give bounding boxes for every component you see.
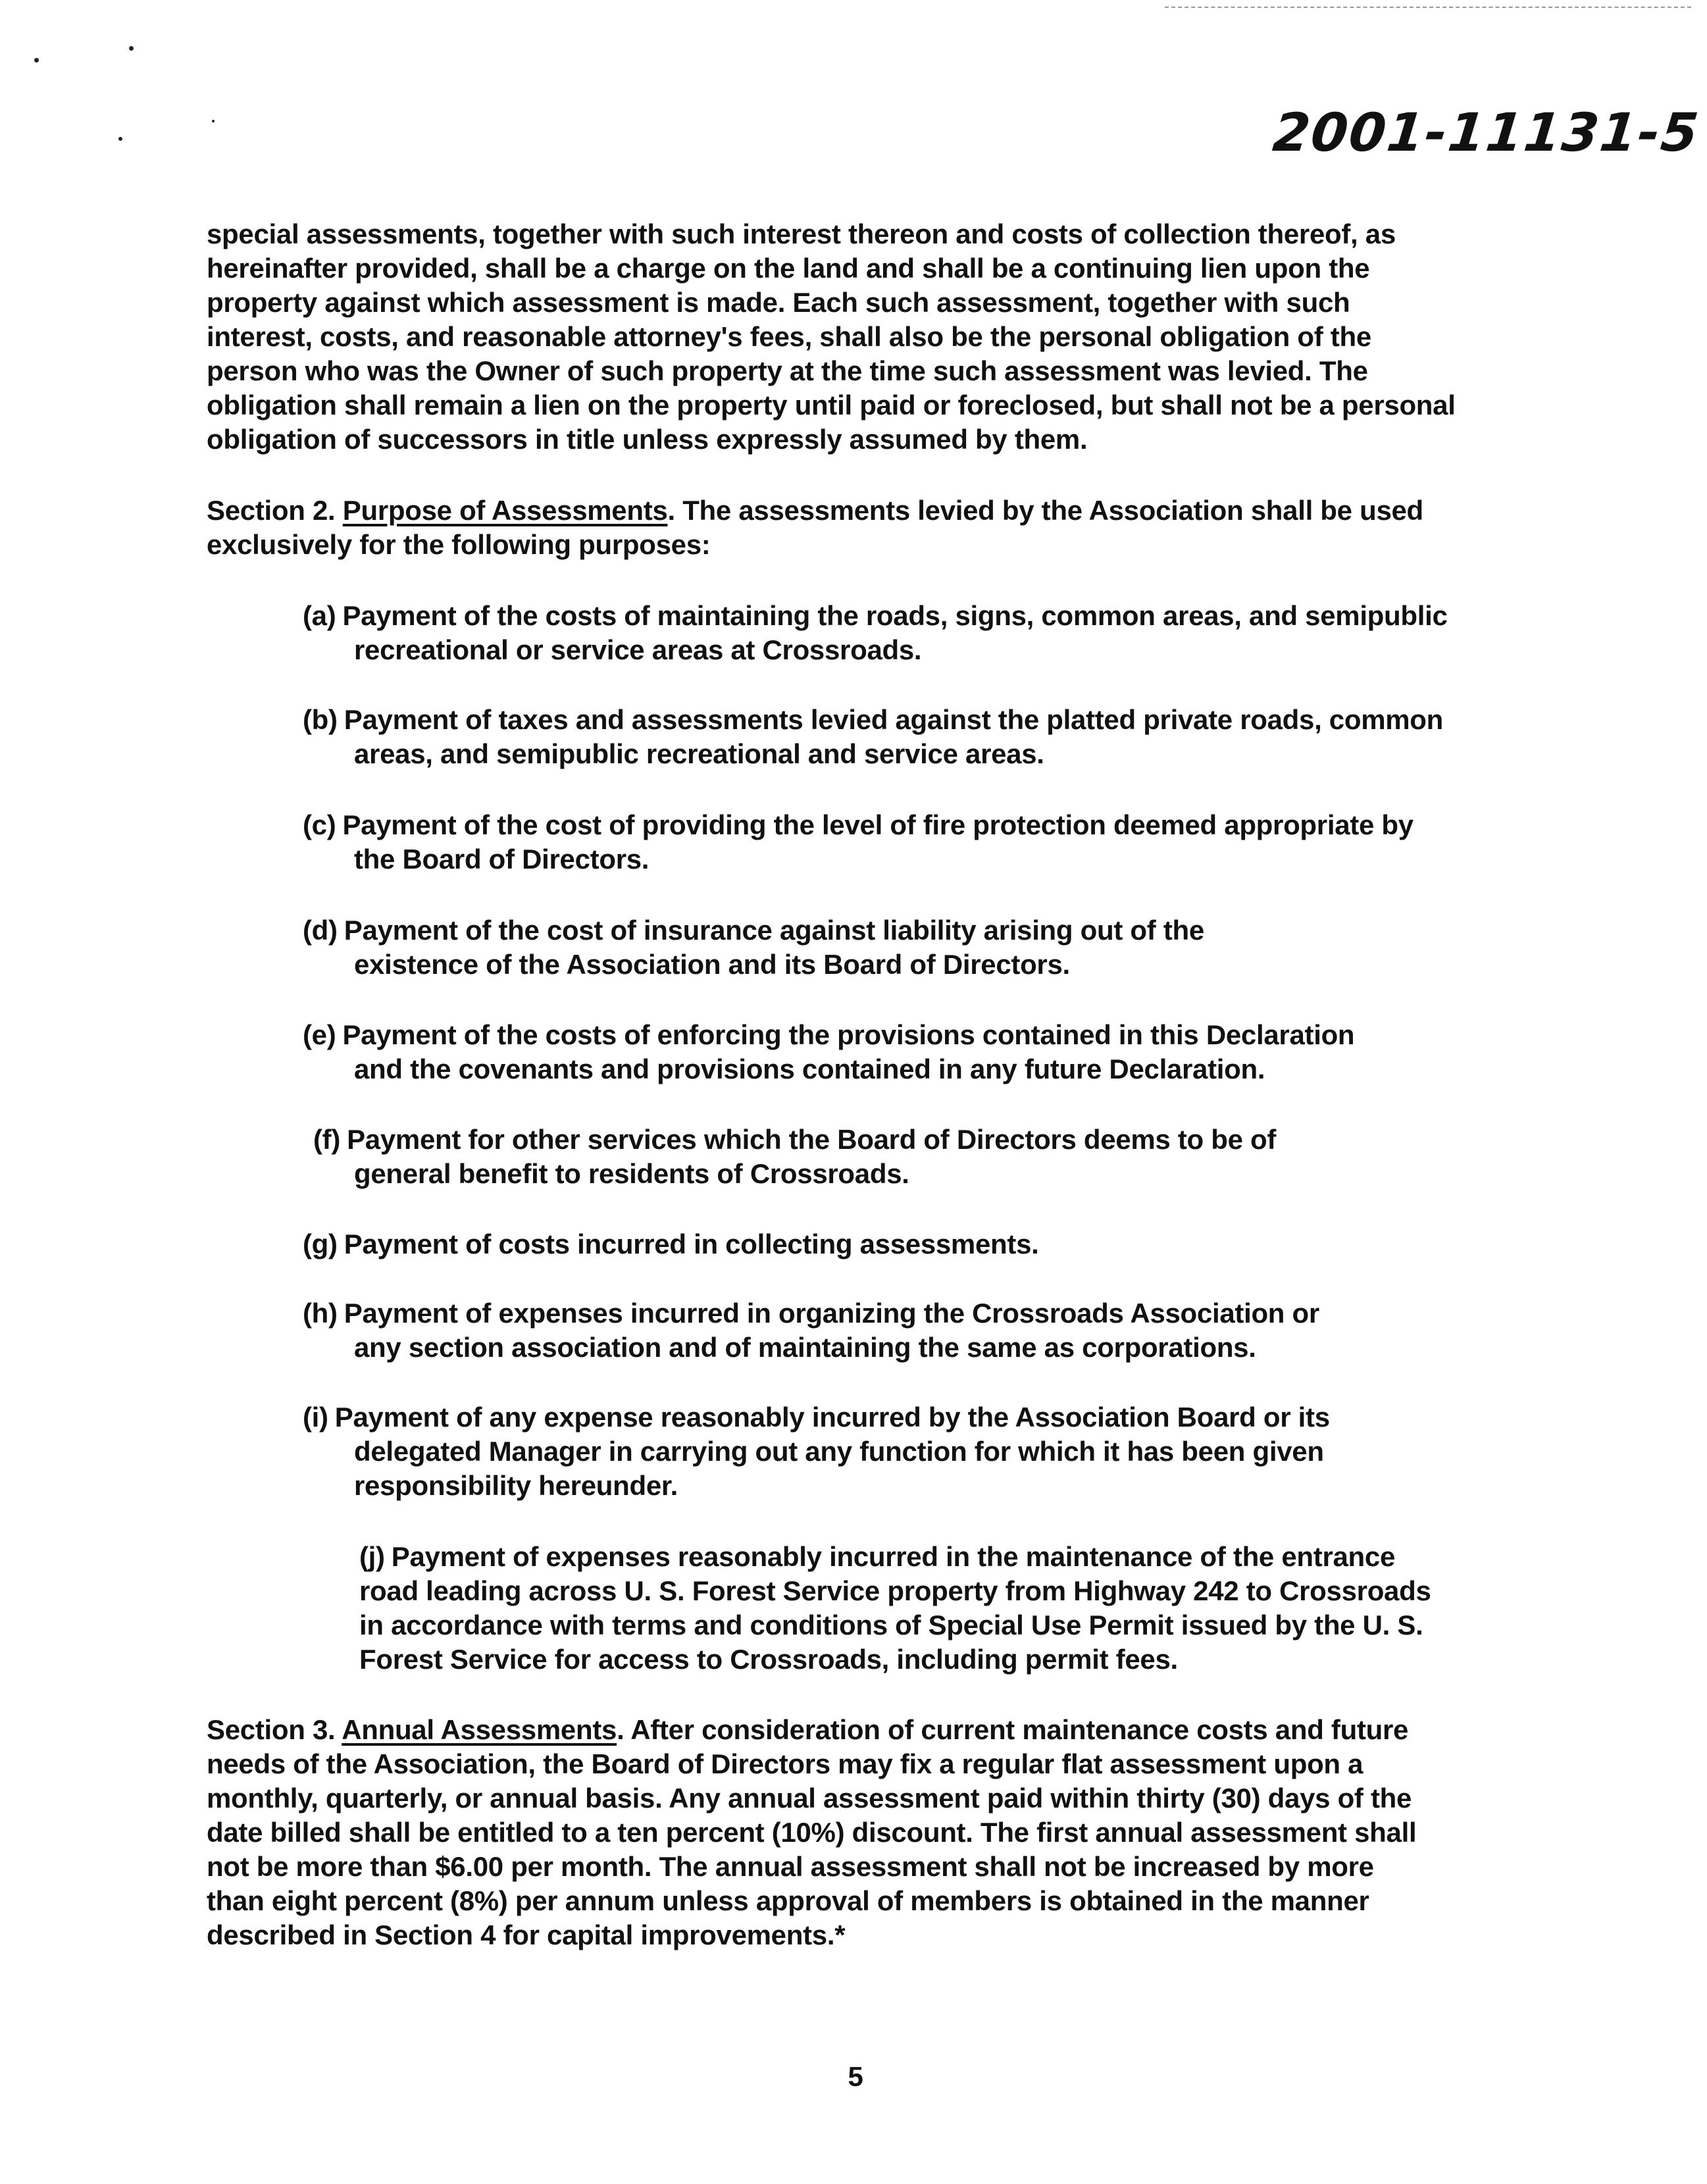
section-text: . The assessments levied by the Association shall be used [667, 495, 1423, 526]
text-line: needs of the Association, the Board of Directors may fix a regular flat assessment upon a [207, 1748, 1363, 1779]
text-line: special assessments, together with such interest thereon and costs of collection thereof, as [207, 218, 1396, 249]
section-title: Annual Assessments [342, 1714, 617, 1745]
text-line: described in Section 4 for capital improvements.* [207, 1919, 846, 1950]
paragraph-assessment-lien [207, 217, 1496, 457]
section-2-heading-paragraph [207, 494, 1496, 562]
item-text: Payment for other services which the Board of Directors deems to be of [347, 1124, 1277, 1155]
section-3-paragraph [207, 1713, 1496, 1952]
text-line: than eight percent (8%) per annum unless approval of members is obtained in the manner [207, 1885, 1369, 1916]
text-line: interest, costs, and reasonable attorney's fees, shall also be the personal obligation of the [207, 321, 1371, 352]
item-label: (d) [303, 915, 338, 946]
item-text-continued: general benefit to residents of Crossroads. [354, 1158, 909, 1189]
item-label: (c) [303, 809, 336, 840]
item-text: Payment of expenses reasonably incurred in the maintenance of the entrance [391, 1541, 1396, 1572]
item-label: (g) [303, 1229, 338, 1259]
item-text-continued: the Board of Directors. [354, 844, 650, 875]
item-text: Payment of expenses incurred in organizing the Crossroads Association or [344, 1298, 1319, 1329]
text-line: obligation of successors in title unless expressly assumed by them. [207, 424, 1088, 455]
text-line [207, 1713, 1496, 1747]
item-text: Payment of costs incurred in collecting assessments. [344, 1229, 1039, 1259]
list-item-d [303, 913, 1507, 982]
text-line: obligation shall remain a lien on the property until paid or foreclosed, but shall not be a personal [207, 390, 1456, 420]
text-line [207, 494, 1496, 528]
section-label: Section 3. [207, 1714, 342, 1745]
list-item-c [303, 808, 1507, 876]
scan-speck [118, 137, 122, 141]
item-text: Payment of the costs of enforcing the provisions contained in this Declaration [342, 1019, 1355, 1050]
list-item-h [303, 1296, 1507, 1365]
text-line: date billed shall be entitled to a ten percent (10%) discount. The first annual assessment shall [207, 1817, 1417, 1848]
text-line: property against which assessment is made. Each such assessment, together with such [207, 287, 1350, 318]
item-text-continued: responsibility hereunder. [354, 1470, 678, 1501]
item-text: Payment of any expense reasonably incurred by the Association Board or its [334, 1402, 1330, 1433]
text-line: person who was the Owner of such property at the time such assessment was levied. The [207, 355, 1368, 386]
list-item-j [359, 1540, 1491, 1677]
text-line: monthly, quarterly, or annual basis. Any annual assessment paid within thirty (30) days of the [207, 1783, 1412, 1814]
section-text: . After consideration of current maintenance costs and future [617, 1714, 1409, 1745]
page-number: 5 [848, 2061, 863, 2092]
item-text-continued: and the covenants and provisions contained in any future Declaration. [354, 1054, 1265, 1084]
item-text: Payment of the cost of providing the level of fire protection deemed appropriate by [342, 809, 1414, 840]
text-line: hereinafter provided, shall be a charge on the land and shall be a continuing lien upon the [207, 253, 1370, 284]
item-text: Payment of taxes and assessments levied against the platted private roads, common [344, 704, 1444, 735]
item-label: (e) [303, 1019, 336, 1050]
item-label: (i) [303, 1402, 328, 1433]
item-text-continued: road leading across U. S. Forest Service property from Highway 242 to Crossroads [359, 1575, 1431, 1606]
item-label: (h) [303, 1298, 338, 1329]
scan-speck [34, 58, 39, 63]
item-text-continued: Forest Service for access to Crossroads, including permit fees. [359, 1644, 1178, 1675]
list-item-g [303, 1227, 1507, 1261]
item-text-continued: delegated Manager in carrying out any function for which it has been given [354, 1436, 1324, 1467]
handwritten-document-number: 2001-11131-5 [1270, 102, 1702, 163]
item-text-continued: in accordance with terms and conditions of Special Use Permit issued by the U. S. [359, 1610, 1423, 1640]
item-label: (a) [303, 600, 336, 631]
list-item-a [303, 599, 1507, 667]
item-text: Payment of the cost of insurance against liability arising out of the [344, 915, 1204, 946]
item-text-continued: existence of the Association and its Board of Directors. [354, 949, 1070, 980]
text-line: not be more than $6.00 per month. The annual assessment shall not be increased by more [207, 1851, 1374, 1882]
item-label: (j) [359, 1541, 385, 1572]
section-label: Section 2. [207, 495, 343, 526]
text-line: exclusively for the following purposes: [207, 529, 711, 560]
scan-speck [212, 120, 215, 122]
item-text-continued: recreational or service areas at Crossroads. [354, 634, 922, 665]
item-label: (b) [303, 704, 338, 735]
scan-edge-mark [1165, 7, 1691, 8]
list-item-e [303, 1018, 1507, 1086]
list-item-f [313, 1123, 1517, 1191]
list-item-b [303, 703, 1507, 771]
scan-speck [129, 46, 134, 51]
item-text-continued: areas, and semipublic recreational and service areas. [354, 738, 1044, 769]
section-title: Purpose of Assessments [342, 495, 668, 526]
item-label: (f) [313, 1124, 341, 1155]
list-item-i [303, 1400, 1507, 1503]
item-text-continued: any section association and of maintaining the same as corporations. [354, 1332, 1256, 1363]
item-text: Payment of the costs of maintaining the roads, signs, common areas, and semipublic [342, 600, 1448, 631]
